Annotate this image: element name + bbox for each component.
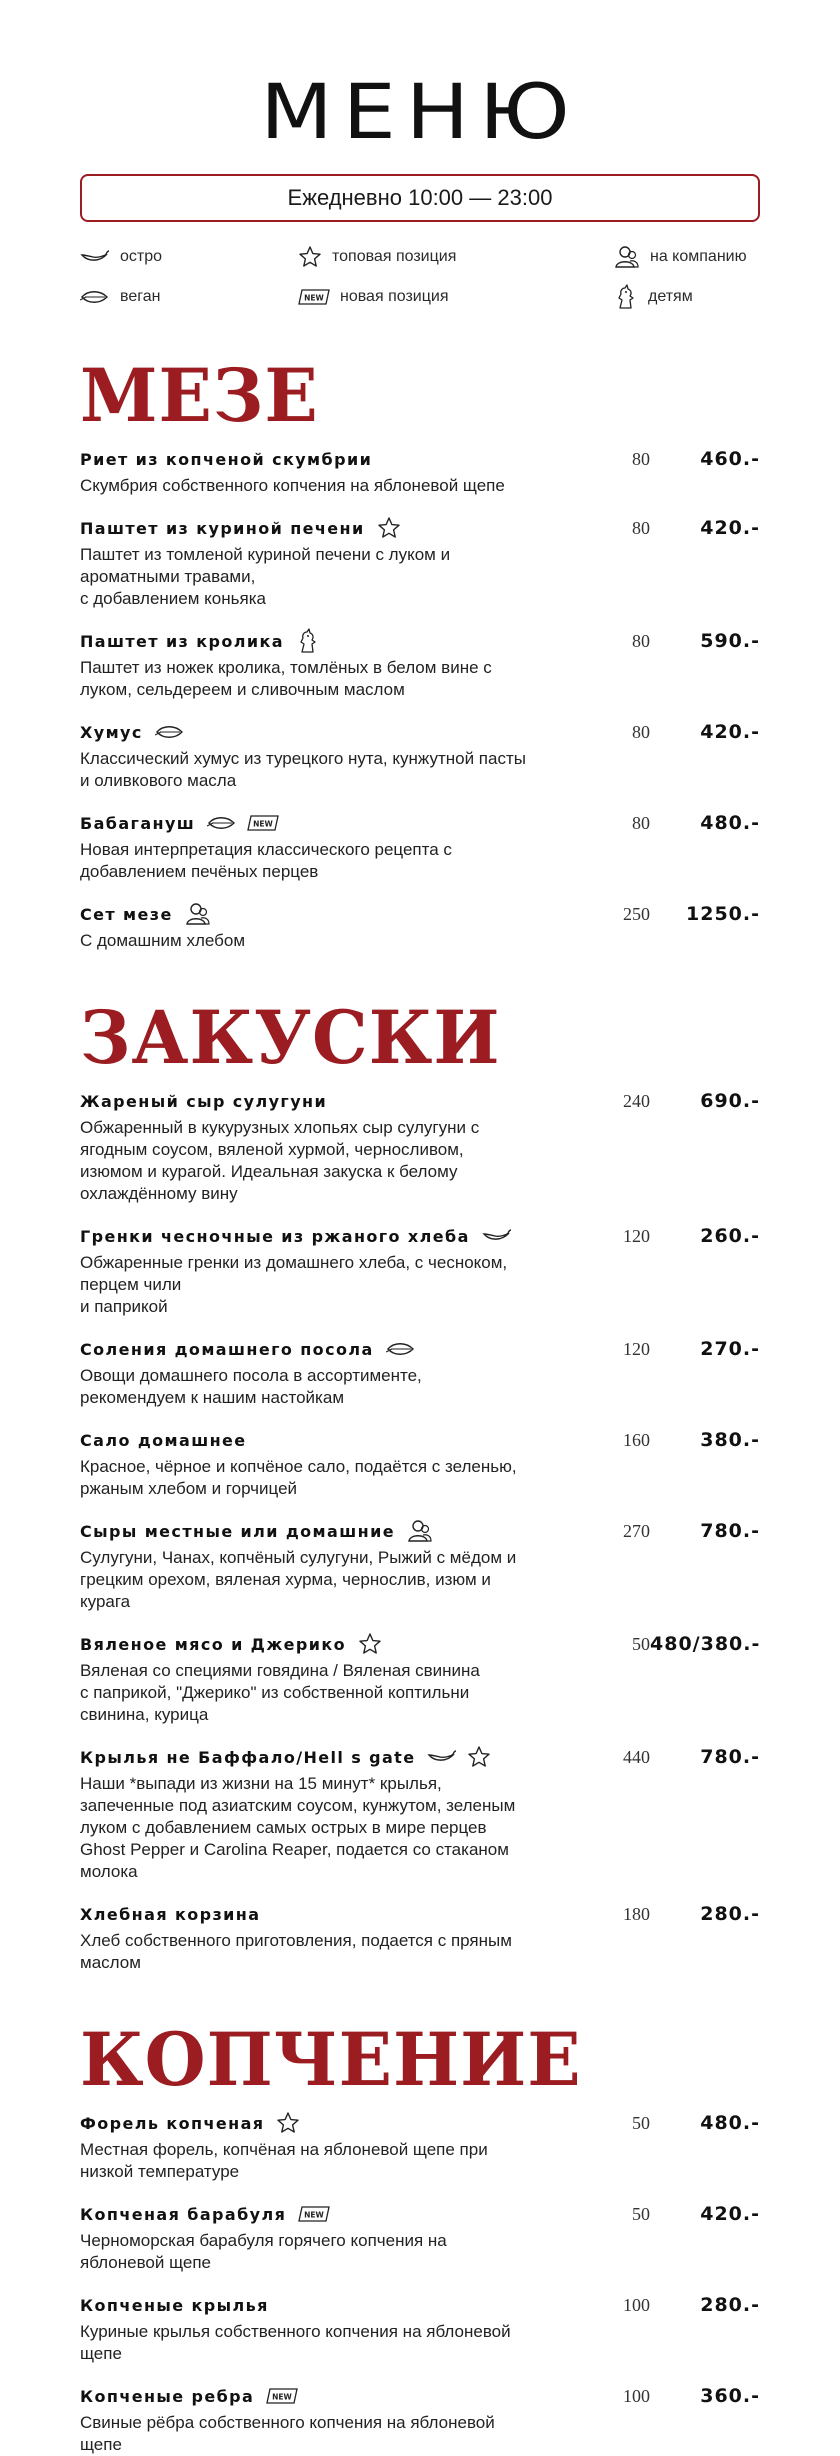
leaf-icon [155,724,185,740]
menu-item-header [80,513,760,543]
item-tag-icons [298,2206,330,2222]
menu-item-header [80,1742,760,1772]
item-price: 590.- [700,630,760,652]
item-name: Жареный сыр сулугуни [80,1091,328,1111]
item-price: 280.- [700,2294,760,2316]
item-price: 420.- [700,517,760,539]
legend-label: остро [120,248,163,265]
item-name: Копченые крылья [80,2295,269,2315]
legend-label: новая позиция [340,288,449,305]
item-weight: 50 [632,2203,650,2224]
star-icon [276,2111,300,2135]
item-price: 360.- [700,2385,760,2407]
menu-item [80,1899,760,1974]
icon-legend [80,244,760,310]
item-description: Обжаренные гренки из домашнего хлеба, с чесноком, перцем чили и паприкой [80,1253,508,1316]
menu-item-header [80,1334,760,1364]
opening-hours-banner: Ежедневно 10:00 — 23:00 [80,174,760,222]
menu-item-header [80,1629,760,1659]
item-description: Куриные крылья собственного копчения на яблоневой щепе [80,2322,511,2363]
menu-item [80,2199,760,2274]
item-description: Овощи домашнего посола в ассортименте, рекомендуем к нашим настойкам [80,1366,422,1407]
item-name: Сало домашнее [80,1430,247,1450]
item-description: Классический хумус из турецкого нута, кунжутной пасты и оливкового масла [80,749,526,790]
item-weight: 240 [623,1090,650,1111]
leaf-icon [80,289,110,305]
item-weight: 50 [632,2112,650,2133]
menu-sections [80,351,761,2456]
menu-item [80,2108,760,2183]
item-weight: 160 [623,1429,650,1450]
item-price: 690.- [700,1090,760,1112]
item-name: Форель копченая [80,2113,265,2133]
item-description: С домашним хлебом [80,931,246,950]
item-price: 420.- [700,721,760,743]
new-badge-icon [298,2206,330,2222]
new-badge-icon [266,2388,298,2404]
menu-item [80,2381,760,2456]
item-name: Копченая барабуля [80,2204,287,2224]
item-weight: 120 [623,1338,650,1359]
item-description: Сулугуни, Чанах, копчёный сулугуни, Рыжий с мёдом и грецким орехом, вяленая хурма, чернослив, изюм и курага [80,1548,517,1611]
menu-item-header [80,444,760,474]
item-tag-icons [377,516,401,540]
item-name: Хумус [80,722,143,742]
item-description: Красное, чёрное и копчёное сало, подаётся с зеленью, ржаным хлебом и горчицей [80,1457,517,1498]
item-name: Гренки чесночные из ржаного хлеба [80,1226,470,1246]
menu-section [80,351,760,952]
menu-item [80,1334,760,1409]
legend-label: топовая позиция [332,248,457,265]
item-price: 480.- [700,812,760,834]
item-name: Соления домашнего посола [80,1339,374,1359]
menu-item [80,1221,760,1318]
svg-text:NEW: NEW [253,819,274,829]
star-icon [467,1745,491,1769]
leaf-icon [207,815,237,831]
item-weight: 440 [623,1746,650,1767]
leaf-icon [386,1341,416,1357]
menu-item-header [80,2199,760,2229]
legend-item [298,244,614,270]
item-description: Новая интерпретация классического рецепта с добавлением печёных перцев [80,840,452,881]
menu-item-header [80,1516,760,1546]
menu-item-header [80,1086,760,1116]
menu-item-header [80,899,760,929]
item-name: Сет мезе [80,904,173,924]
item-price: 280.- [700,1903,760,1925]
item-description: Паштет из ножек кролика, томлёных в белом вине с луком, сельдереем и сливочным маслом [80,658,492,699]
menu-item [80,1629,760,1726]
new-badge-icon [247,815,279,831]
item-weight: 120 [623,1225,650,1246]
menu-item [80,1742,760,1883]
item-weight: 100 [623,2385,650,2406]
item-weight: 180 [623,1903,650,1924]
company-icon [614,244,640,270]
legend-item [80,244,298,270]
item-weight: 270 [623,1520,650,1541]
menu-item-header [80,1221,760,1251]
svg-text:NEW: NEW [304,293,324,303]
legend-item [614,284,760,310]
svg-text:NEW: NEW [272,2392,293,2402]
item-price: 460.- [700,448,760,470]
menu-item-header [80,2290,760,2320]
menu-item-list [80,444,760,952]
legend-item [614,244,760,270]
company-icon [185,901,211,927]
item-name: Паштет из кролика [80,631,284,651]
item-weight: 250 [623,903,650,924]
menu-item-header [80,2108,760,2138]
pepper-icon [482,1228,512,1244]
item-tag-icons [358,1632,382,1656]
star-icon [377,516,401,540]
item-price: 1250.- [686,903,760,925]
item-price: 780.- [700,1520,760,1542]
item-name: Хлебная корзина [80,1904,261,1924]
menu-item-list [80,1086,760,1974]
item-weight: 80 [632,630,650,651]
item-name: Вяленое мясо и Джерико [80,1634,347,1654]
item-tag-icons [407,1518,433,1544]
item-name: Сыры местные или домашние [80,1521,395,1541]
legend-item [298,284,614,310]
item-price: 780.- [700,1746,760,1768]
item-weight: 80 [632,448,650,469]
item-description: Паштет из томленой куриной печени с луком и ароматными травами, с добавлением коньяка [80,545,451,608]
company-icon [407,1518,433,1544]
item-weight: 80 [632,721,650,742]
item-tag-icons [207,815,279,831]
item-price: 480/380.- [650,1633,761,1655]
legend-item [80,284,298,310]
menu-item-header [80,2381,760,2411]
menu-item-header [80,808,760,838]
menu-page [0,62,840,2454]
page-title: МЕНЮ [260,67,580,157]
item-weight: 50 [632,1633,650,1654]
new-badge-icon [298,289,330,305]
section-title: КОПЧЕНИЕ [80,2015,582,2103]
menu-item [80,808,760,883]
menu-item [80,899,760,952]
item-name: Бабагануш [80,813,196,833]
item-price: 260.- [700,1225,760,1247]
item-description: Свиные рёбра собственного копчения на яблоневой щепе [80,2413,495,2454]
item-tag-icons [185,901,211,927]
legend-label: веган [120,288,161,305]
item-name: Паштет из куриной печени [80,518,365,538]
item-description: Вяленая со специями говядина / Вяленая свинина с паприкой, "Джерико" из собственной коптильни свинина, курица [80,1661,480,1724]
item-price: 270.- [700,1338,760,1360]
star-icon [298,245,322,269]
item-tag-icons [296,628,320,654]
item-description: Обжаренный в кукурузных хлопьях сыр сулугуни с ягодным соусом, вяленой хурмой, черносливом, изюмом и курагой. Идеальная закуска к белому охлаждённому вину [80,1118,480,1203]
menu-item [80,717,760,792]
menu-item-header [80,1899,760,1929]
star-icon [358,1632,382,1656]
item-description: Хлеб собственного приготовления, подается с пряным маслом [80,1931,512,1972]
item-description: Черноморская барабуля горячего копчения на яблоневой щепе [80,2231,447,2272]
menu-item [80,1425,760,1500]
menu-item [80,513,760,610]
item-description: Наши *выпади из жизни на 15 минут* крылья, запеченные под азиатским соусом, кунжутом, зеленым луком с добавлением самых острых в мире перцев Ghost Pepper и Carolina Reaper, подается со стаканом молока [80,1774,516,1881]
kids-icon [296,628,320,654]
pepper-icon [427,1749,457,1765]
item-weight: 100 [623,2294,650,2315]
menu-section [80,993,761,1974]
item-weight: 80 [632,517,650,538]
item-tag-icons [427,1745,491,1769]
menu-item-header [80,717,760,747]
item-description: Скумбрия собственного копчения на яблоневой щепе [80,476,505,495]
legend-label: на компанию [650,248,747,265]
item-tag-icons [155,724,185,740]
item-price: 480.- [700,2112,760,2134]
item-tag-icons [482,1228,512,1244]
item-price: 420.- [700,2203,760,2225]
section-title: ЗАКУСКИ [80,993,501,1081]
pepper-icon [80,249,110,265]
menu-item [80,2290,760,2365]
item-name: Крылья не Баффало/Hell s gate [80,1747,416,1767]
menu-item [80,1086,760,1205]
menu-item [80,626,760,701]
section-title: МЕЗЕ [80,351,319,439]
item-price: 380.- [700,1429,760,1451]
item-weight: 80 [632,812,650,833]
item-tag-icons [276,2111,300,2135]
menu-item-header [80,1425,760,1455]
menu-item-header [80,626,760,656]
item-tag-icons [386,1341,416,1357]
svg-text:NEW: NEW [304,2210,325,2220]
item-tag-icons [266,2388,298,2404]
menu-item [80,444,760,497]
item-name: Риет из копченой скумбрии [80,449,373,469]
menu-item-list [80,2108,760,2456]
item-description: Местная форель, копчёная на яблоневой щепе при низкой температуре [80,2140,488,2181]
menu-item [80,1516,760,1613]
legend-label: детям [648,288,693,305]
menu-section [80,2015,760,2456]
kids-icon [614,284,638,310]
item-name: Копченые ребра [80,2386,255,2406]
